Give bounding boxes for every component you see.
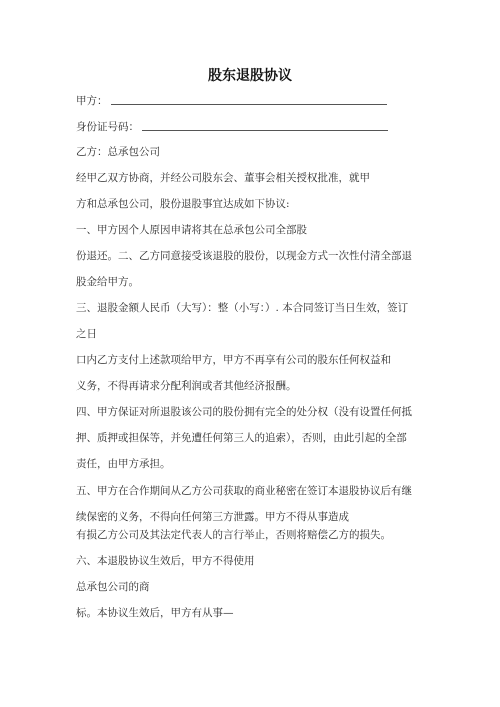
paragraph-line: 股金给甲方。 xyxy=(76,276,139,288)
paragraph-line: 一、甲方因个人原因申请将其在总承包公司全部股 xyxy=(76,224,307,236)
id-number-label: 身份证号码： xyxy=(76,121,139,133)
paragraph-line: 押、质押或担保等，并免遭任何第三人的追索），否则，由此引起的全部 xyxy=(76,432,407,444)
document-title: 股东退股协议 xyxy=(208,68,292,84)
party-a-blank-line xyxy=(111,103,387,105)
paragraph-line: 经甲乙双方协商，并经公司股东会、董事会相关授权批准，就甲 xyxy=(76,172,370,184)
paragraph-line: 续保密的义务，不得向任何第三方泄露。甲方不得从事造成 xyxy=(76,511,349,523)
paragraph-line: 方和总承包公司，股份退股事宜达成如下协议: xyxy=(76,198,290,210)
paragraph-line: 口内乙方支付上述款项给甲方，甲方不再享有公司的股东任何权益和 xyxy=(76,354,391,366)
paragraph-line: 四、甲方保证对所退股该公司的股份拥有完全的处分权（没有设置任何抵 xyxy=(76,406,412,418)
party-a-field xyxy=(76,95,387,107)
id-number-blank-line xyxy=(142,129,388,131)
paragraph-line: 标。本协议生效后，甲方有从事— xyxy=(76,607,234,619)
paragraph-line: 六、本退股协议生效后，甲方不得使用 xyxy=(76,555,255,567)
paragraph-line: 三、退股金额人民币（大写）：整（小写：）. 本合同签订当日生效，签订 xyxy=(76,302,409,314)
paragraph-line: 责任，由甲方承担。 xyxy=(76,458,171,470)
party-b-line: 乙方：总承包公司 xyxy=(76,146,160,158)
paragraph-line: 之日 xyxy=(76,328,97,340)
paragraph-line: 义务，不得再请求分配利润或者其他经济报酬。 xyxy=(76,380,297,392)
paragraph-line: 有损乙方公司及其法定代表人的言行举止，否则将赔偿乙方的损失。 xyxy=(76,529,391,541)
paragraph-line: 总承包公司的商 xyxy=(76,581,150,593)
paragraph-line: 五、甲方在合作期间从乙方公司获取的商业秘密在签订本退股协议后有继 xyxy=(76,485,412,497)
party-a-label: 甲方： xyxy=(76,95,108,107)
id-number-field xyxy=(76,121,388,133)
paragraph-line: 份退还。二、乙方同意接受该退股的股份，以现金方式一次性付清全部退 xyxy=(76,250,412,262)
